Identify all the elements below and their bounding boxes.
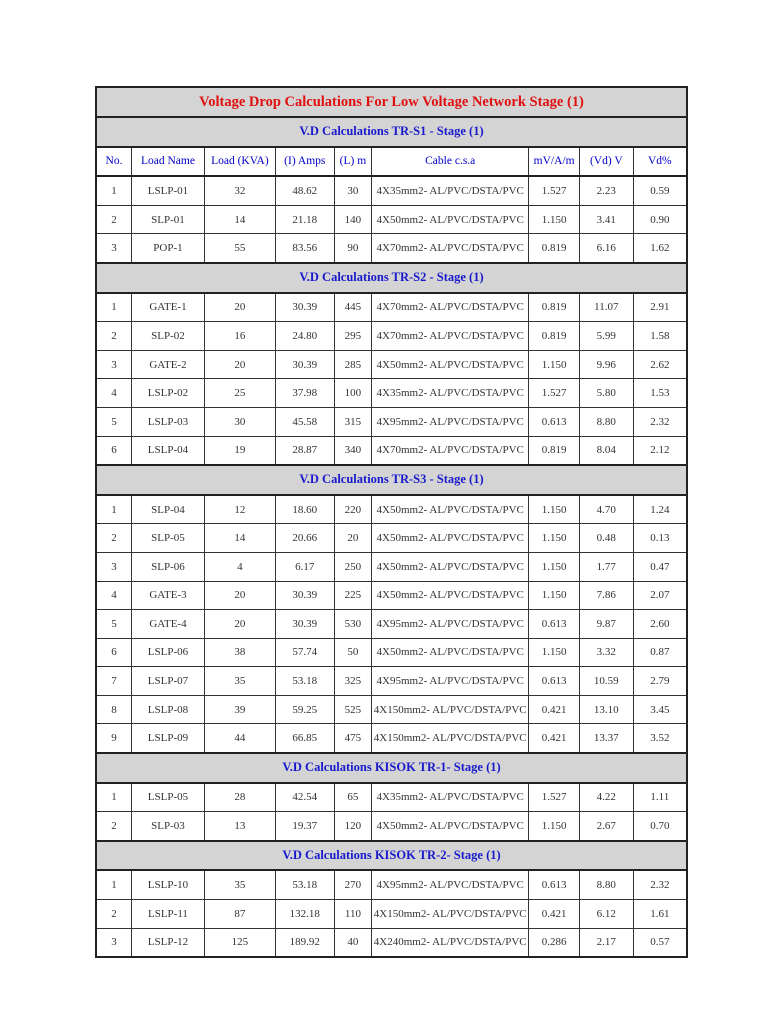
table-row xyxy=(96,783,687,812)
cell-cable: 4X150mm2- AL/PVC/DSTA/PVC xyxy=(372,900,529,929)
table-row xyxy=(96,322,687,351)
cell-load-kva: 25 xyxy=(204,379,275,408)
cell-vd-volts: 8.04 xyxy=(579,436,633,465)
cell-load-kva: 14 xyxy=(204,524,275,553)
table-row xyxy=(96,812,687,841)
cell-cable: 4X35mm2- AL/PVC/DSTA/PVC xyxy=(372,379,529,408)
cell-vd-percent: 2.32 xyxy=(633,870,687,899)
column-header: (L) m xyxy=(334,147,372,177)
cell-vd-percent: 3.45 xyxy=(633,695,687,724)
cell-load-name: GATE-2 xyxy=(131,350,204,379)
cell-no: 3 xyxy=(96,350,131,379)
cell-amps: 59.25 xyxy=(275,695,334,724)
table-row xyxy=(96,638,687,667)
cell-load-kva: 16 xyxy=(204,322,275,351)
cell-mv-a-m: 1.150 xyxy=(529,495,580,524)
cell-load-name: SLP-01 xyxy=(131,205,204,234)
cell-mv-a-m: 0.613 xyxy=(529,610,580,639)
cell-no: 3 xyxy=(96,552,131,581)
cell-length: 270 xyxy=(334,870,372,899)
cell-length: 325 xyxy=(334,667,372,696)
cell-mv-a-m: 1.150 xyxy=(529,581,580,610)
cell-vd-volts: 5.99 xyxy=(579,322,633,351)
cell-vd-percent: 0.70 xyxy=(633,812,687,841)
cell-mv-a-m: 1.527 xyxy=(529,379,580,408)
column-header: No. xyxy=(96,147,131,177)
cell-vd-volts: 5.80 xyxy=(579,379,633,408)
cell-vd-volts: 6.12 xyxy=(579,900,633,929)
cell-mv-a-m: 1.527 xyxy=(529,176,580,205)
cell-cable: 4X50mm2- AL/PVC/DSTA/PVC xyxy=(372,205,529,234)
cell-amps: 66.85 xyxy=(275,724,334,753)
cell-cable: 4X70mm2- AL/PVC/DSTA/PVC xyxy=(372,436,529,465)
cell-cable: 4X95mm2- AL/PVC/DSTA/PVC xyxy=(372,667,529,696)
cell-amps: 20.66 xyxy=(275,524,334,553)
table-row xyxy=(96,379,687,408)
cell-load-kva: 35 xyxy=(204,870,275,899)
table-row xyxy=(96,900,687,929)
cell-no: 2 xyxy=(96,322,131,351)
cell-amps: 30.39 xyxy=(275,293,334,322)
cell-load-name: LSLP-11 xyxy=(131,900,204,929)
cell-load-name: SLP-04 xyxy=(131,495,204,524)
cell-no: 1 xyxy=(96,783,131,812)
cell-length: 445 xyxy=(334,293,372,322)
cell-vd-volts: 10.59 xyxy=(579,667,633,696)
cell-cable: 4X50mm2- AL/PVC/DSTA/PVC xyxy=(372,812,529,841)
cell-length: 250 xyxy=(334,552,372,581)
cell-amps: 30.39 xyxy=(275,610,334,639)
cell-no: 6 xyxy=(96,638,131,667)
table-row xyxy=(96,610,687,639)
section-header-row xyxy=(96,117,687,147)
cell-load-name: GATE-3 xyxy=(131,581,204,610)
column-header: Load (KVA) xyxy=(204,147,275,177)
cell-vd-percent: 1.61 xyxy=(633,900,687,929)
cell-no: 1 xyxy=(96,870,131,899)
cell-amps: 189.92 xyxy=(275,928,334,957)
cell-mv-a-m: 1.150 xyxy=(529,350,580,379)
table-row xyxy=(96,407,687,436)
cell-vd-volts: 6.16 xyxy=(579,234,633,263)
cell-cable: 4X50mm2- AL/PVC/DSTA/PVC xyxy=(372,495,529,524)
cell-load-kva: 19 xyxy=(204,436,275,465)
section-header-row xyxy=(96,753,687,783)
cell-mv-a-m: 0.819 xyxy=(529,322,580,351)
section-header-row xyxy=(96,263,687,293)
cell-no: 5 xyxy=(96,407,131,436)
cell-length: 65 xyxy=(334,783,372,812)
cell-amps: 6.17 xyxy=(275,552,334,581)
cell-length: 140 xyxy=(334,205,372,234)
cell-load-kva: 87 xyxy=(204,900,275,929)
section-header-row xyxy=(96,841,687,871)
cell-load-name: LSLP-09 xyxy=(131,724,204,753)
cell-length: 90 xyxy=(334,234,372,263)
cell-load-name: SLP-06 xyxy=(131,552,204,581)
cell-amps: 53.18 xyxy=(275,667,334,696)
cell-length: 50 xyxy=(334,638,372,667)
cell-load-kva: 20 xyxy=(204,610,275,639)
cell-cable: 4X35mm2- AL/PVC/DSTA/PVC xyxy=(372,176,529,205)
cell-load-kva: 28 xyxy=(204,783,275,812)
cell-length: 475 xyxy=(334,724,372,753)
cell-load-name: GATE-1 xyxy=(131,293,204,322)
cell-cable: 4X70mm2- AL/PVC/DSTA/PVC xyxy=(372,293,529,322)
section-title: V.D Calculations KISOK TR-2- Stage (1) xyxy=(96,841,687,871)
cell-load-kva: 39 xyxy=(204,695,275,724)
cell-vd-percent: 2.60 xyxy=(633,610,687,639)
cell-mv-a-m: 0.421 xyxy=(529,900,580,929)
cell-amps: 18.60 xyxy=(275,495,334,524)
cell-length: 220 xyxy=(334,495,372,524)
cell-mv-a-m: 1.150 xyxy=(529,638,580,667)
cell-load-kva: 4 xyxy=(204,552,275,581)
table-row xyxy=(96,205,687,234)
cell-load-kva: 35 xyxy=(204,667,275,696)
cell-vd-volts: 1.77 xyxy=(579,552,633,581)
cell-amps: 83.56 xyxy=(275,234,334,263)
cell-mv-a-m: 0.819 xyxy=(529,293,580,322)
table-row xyxy=(96,436,687,465)
cell-vd-percent: 1.11 xyxy=(633,783,687,812)
cell-vd-volts: 0.48 xyxy=(579,524,633,553)
cell-length: 530 xyxy=(334,610,372,639)
cell-mv-a-m: 0.421 xyxy=(529,695,580,724)
cell-mv-a-m: 1.150 xyxy=(529,205,580,234)
column-header: (Vd) V xyxy=(579,147,633,177)
cell-length: 30 xyxy=(334,176,372,205)
cell-load-kva: 44 xyxy=(204,724,275,753)
cell-mv-a-m: 0.286 xyxy=(529,928,580,957)
table-title-row xyxy=(96,87,687,117)
cell-vd-percent: 2.62 xyxy=(633,350,687,379)
cell-vd-percent: 1.53 xyxy=(633,379,687,408)
cell-load-name: LSLP-10 xyxy=(131,870,204,899)
cell-mv-a-m: 0.613 xyxy=(529,407,580,436)
column-header: Cable c.s.a xyxy=(372,147,529,177)
cell-cable: 4X95mm2- AL/PVC/DSTA/PVC xyxy=(372,870,529,899)
cell-length: 525 xyxy=(334,695,372,724)
cell-cable: 4X50mm2- AL/PVC/DSTA/PVC xyxy=(372,524,529,553)
table-title: Voltage Drop Calculations For Low Voltage Network Stage (1) xyxy=(96,87,687,117)
cell-load-kva: 20 xyxy=(204,350,275,379)
table-row xyxy=(96,234,687,263)
cell-vd-volts: 3.32 xyxy=(579,638,633,667)
cell-no: 9 xyxy=(96,724,131,753)
table-row xyxy=(96,724,687,753)
cell-load-kva: 14 xyxy=(204,205,275,234)
cell-length: 120 xyxy=(334,812,372,841)
section-title: V.D Calculations KISOK TR-1- Stage (1) xyxy=(96,753,687,783)
cell-load-name: LSLP-08 xyxy=(131,695,204,724)
cell-length: 225 xyxy=(334,581,372,610)
cell-amps: 24.80 xyxy=(275,322,334,351)
cell-cable: 4X70mm2- AL/PVC/DSTA/PVC xyxy=(372,234,529,263)
cell-vd-volts: 2.23 xyxy=(579,176,633,205)
cell-vd-percent: 0.47 xyxy=(633,552,687,581)
cell-vd-percent: 2.91 xyxy=(633,293,687,322)
section-header-row xyxy=(96,465,687,495)
cell-load-name: SLP-02 xyxy=(131,322,204,351)
cell-load-name: POP-1 xyxy=(131,234,204,263)
section-title: V.D Calculations TR-S3 - Stage (1) xyxy=(96,465,687,495)
column-header: Load Name xyxy=(131,147,204,177)
cell-cable: 4X50mm2- AL/PVC/DSTA/PVC xyxy=(372,638,529,667)
cell-vd-volts: 7.86 xyxy=(579,581,633,610)
cell-load-name: SLP-05 xyxy=(131,524,204,553)
cell-vd-percent: 2.07 xyxy=(633,581,687,610)
cell-vd-volts: 4.22 xyxy=(579,783,633,812)
cell-length: 340 xyxy=(334,436,372,465)
voltage-drop-table xyxy=(95,86,688,958)
column-header: (I) Amps xyxy=(275,147,334,177)
cell-vd-volts: 8.80 xyxy=(579,407,633,436)
cell-load-kva: 12 xyxy=(204,495,275,524)
cell-no: 6 xyxy=(96,436,131,465)
cell-vd-percent: 1.62 xyxy=(633,234,687,263)
cell-load-kva: 13 xyxy=(204,812,275,841)
table-row xyxy=(96,350,687,379)
cell-load-name: LSLP-04 xyxy=(131,436,204,465)
cell-vd-volts: 13.10 xyxy=(579,695,633,724)
cell-amps: 19.37 xyxy=(275,812,334,841)
cell-vd-volts: 9.96 xyxy=(579,350,633,379)
cell-no: 1 xyxy=(96,293,131,322)
cell-cable: 4X35mm2- AL/PVC/DSTA/PVC xyxy=(372,783,529,812)
cell-no: 2 xyxy=(96,524,131,553)
cell-vd-percent: 1.58 xyxy=(633,322,687,351)
cell-mv-a-m: 1.150 xyxy=(529,552,580,581)
cell-vd-percent: 3.52 xyxy=(633,724,687,753)
cell-amps: 48.62 xyxy=(275,176,334,205)
table-row xyxy=(96,581,687,610)
cell-no: 4 xyxy=(96,379,131,408)
cell-load-kva: 125 xyxy=(204,928,275,957)
cell-amps: 45.58 xyxy=(275,407,334,436)
cell-cable: 4X50mm2- AL/PVC/DSTA/PVC xyxy=(372,581,529,610)
section-title: V.D Calculations TR-S1 - Stage (1) xyxy=(96,117,687,147)
cell-load-kva: 20 xyxy=(204,581,275,610)
cell-load-kva: 20 xyxy=(204,293,275,322)
cell-amps: 30.39 xyxy=(275,581,334,610)
cell-mv-a-m: 0.613 xyxy=(529,870,580,899)
cell-cable: 4X240mm2- AL/PVC/DSTA/PVC xyxy=(372,928,529,957)
cell-load-name: LSLP-01 xyxy=(131,176,204,205)
cell-mv-a-m: 1.150 xyxy=(529,812,580,841)
table-row xyxy=(96,870,687,899)
cell-length: 110 xyxy=(334,900,372,929)
column-header-row xyxy=(96,147,687,177)
cell-vd-volts: 13.37 xyxy=(579,724,633,753)
table-row xyxy=(96,552,687,581)
cell-vd-volts: 2.17 xyxy=(579,928,633,957)
cell-load-name: LSLP-02 xyxy=(131,379,204,408)
cell-length: 100 xyxy=(334,379,372,408)
cell-cable: 4X50mm2- AL/PVC/DSTA/PVC xyxy=(372,350,529,379)
cell-no: 2 xyxy=(96,205,131,234)
cell-vd-percent: 0.57 xyxy=(633,928,687,957)
cell-no: 8 xyxy=(96,695,131,724)
cell-mv-a-m: 0.819 xyxy=(529,234,580,263)
cell-amps: 132.18 xyxy=(275,900,334,929)
cell-load-name: LSLP-03 xyxy=(131,407,204,436)
cell-vd-volts: 11.07 xyxy=(579,293,633,322)
cell-cable: 4X150mm2- AL/PVC/DSTA/PVC xyxy=(372,724,529,753)
column-header: Vd% xyxy=(633,147,687,177)
cell-cable: 4X50mm2- AL/PVC/DSTA/PVC xyxy=(372,552,529,581)
cell-mv-a-m: 0.819 xyxy=(529,436,580,465)
cell-vd-percent: 0.13 xyxy=(633,524,687,553)
cell-mv-a-m: 0.421 xyxy=(529,724,580,753)
cell-amps: 57.74 xyxy=(275,638,334,667)
cell-length: 285 xyxy=(334,350,372,379)
table-row xyxy=(96,495,687,524)
cell-vd-percent: 0.90 xyxy=(633,205,687,234)
cell-no: 7 xyxy=(96,667,131,696)
cell-vd-percent: 0.87 xyxy=(633,638,687,667)
cell-vd-volts: 3.41 xyxy=(579,205,633,234)
cell-no: 2 xyxy=(96,900,131,929)
cell-no: 2 xyxy=(96,812,131,841)
cell-amps: 37.98 xyxy=(275,379,334,408)
cell-no: 1 xyxy=(96,495,131,524)
cell-length: 20 xyxy=(334,524,372,553)
table-row xyxy=(96,667,687,696)
cell-load-name: LSLP-07 xyxy=(131,667,204,696)
cell-no: 5 xyxy=(96,610,131,639)
cell-cable: 4X95mm2- AL/PVC/DSTA/PVC xyxy=(372,407,529,436)
column-header: mV/A/m xyxy=(529,147,580,177)
cell-amps: 53.18 xyxy=(275,870,334,899)
table-row xyxy=(96,928,687,957)
table-row xyxy=(96,293,687,322)
cell-load-name: SLP-03 xyxy=(131,812,204,841)
cell-amps: 21.18 xyxy=(275,205,334,234)
cell-no: 3 xyxy=(96,234,131,263)
cell-vd-percent: 2.79 xyxy=(633,667,687,696)
cell-vd-percent: 2.32 xyxy=(633,407,687,436)
cell-no: 3 xyxy=(96,928,131,957)
cell-amps: 28.87 xyxy=(275,436,334,465)
cell-vd-volts: 8.80 xyxy=(579,870,633,899)
table-row xyxy=(96,176,687,205)
cell-cable: 4X95mm2- AL/PVC/DSTA/PVC xyxy=(372,610,529,639)
cell-mv-a-m: 0.613 xyxy=(529,667,580,696)
cell-load-name: LSLP-06 xyxy=(131,638,204,667)
cell-vd-volts: 2.67 xyxy=(579,812,633,841)
cell-vd-volts: 9.87 xyxy=(579,610,633,639)
cell-amps: 42.54 xyxy=(275,783,334,812)
cell-load-kva: 30 xyxy=(204,407,275,436)
cell-load-kva: 38 xyxy=(204,638,275,667)
cell-length: 315 xyxy=(334,407,372,436)
cell-vd-percent: 1.24 xyxy=(633,495,687,524)
cell-mv-a-m: 1.150 xyxy=(529,524,580,553)
cell-no: 4 xyxy=(96,581,131,610)
cell-length: 40 xyxy=(334,928,372,957)
section-title: V.D Calculations TR-S2 - Stage (1) xyxy=(96,263,687,293)
cell-load-name: LSLP-05 xyxy=(131,783,204,812)
cell-cable: 4X150mm2- AL/PVC/DSTA/PVC xyxy=(372,695,529,724)
cell-load-kva: 55 xyxy=(204,234,275,263)
cell-vd-volts: 4.70 xyxy=(579,495,633,524)
cell-vd-percent: 0.59 xyxy=(633,176,687,205)
cell-no: 1 xyxy=(96,176,131,205)
cell-mv-a-m: 1.527 xyxy=(529,783,580,812)
cell-cable: 4X70mm2- AL/PVC/DSTA/PVC xyxy=(372,322,529,351)
cell-vd-percent: 2.12 xyxy=(633,436,687,465)
cell-amps: 30.39 xyxy=(275,350,334,379)
cell-load-kva: 32 xyxy=(204,176,275,205)
cell-length: 295 xyxy=(334,322,372,351)
cell-load-name: LSLP-12 xyxy=(131,928,204,957)
cell-load-name: GATE-4 xyxy=(131,610,204,639)
table-row xyxy=(96,695,687,724)
table-row xyxy=(96,524,687,553)
